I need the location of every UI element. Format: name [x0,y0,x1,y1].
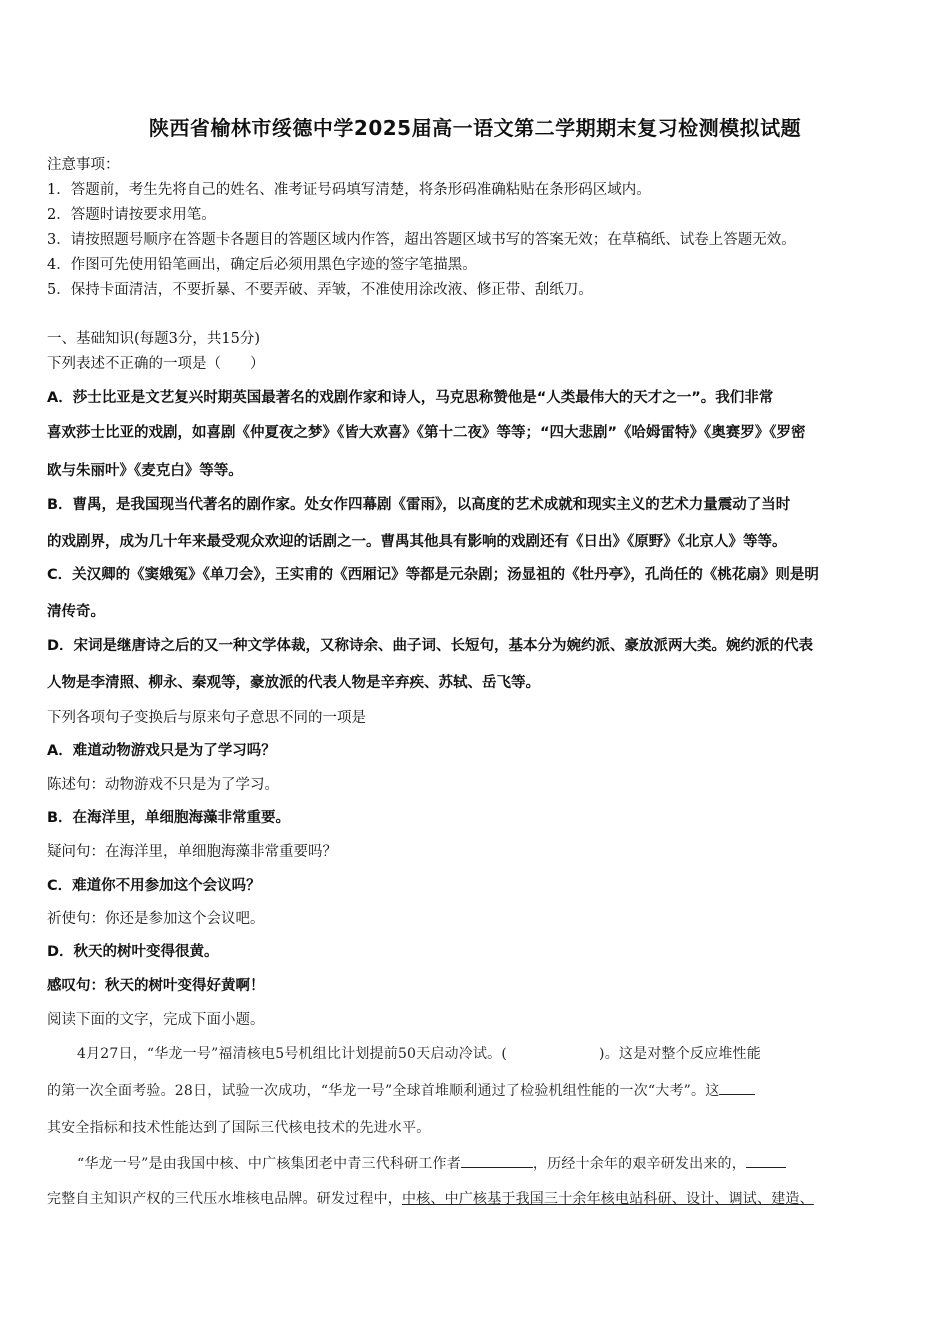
option-a: 喜欢莎士比亚的戏剧，如喜剧《仲夏夜之梦》《皆大欢喜》《第十二夜》等等；“四大悲剧”《哈姆雷特》《奥赛罗》《罗密 [47,425,806,441]
option-line: 陈述句：动物游戏不只是为了学习。 [47,777,279,793]
passage-text: ，历经十余年的艰辛研发出来的， [532,1156,746,1172]
option-line: 疑问句：在海洋里，单细胞海藻非常重要吗？ [47,844,337,860]
passage-text: 4月27日，“华龙一号”福清核电5号机组比计划提前50天启动冷试。( [77,1046,508,1062]
passage-text: )。这是对整个反应堆性能 [599,1046,761,1062]
notice-heading: 注意事项： [47,157,120,173]
option-d: 人物是李清照、柳永、秦观等，豪放派的代表人物是辛弃疾、苏轼、岳飞等。 [47,675,540,691]
passage-line [47,1080,755,1100]
passage-line: 其安全指标和技术性能达到了国际三代核电技术的先进水平。 [47,1120,431,1136]
passage-text: 完整自主知识产权的三代压水堆核电品牌。研发过程中， [47,1191,402,1207]
option-line: D．秋天的树叶变得很黄。 [47,944,219,960]
underlined-sentence: 中核、中广核基于我国三十余年核电站科研、设计、调试、建造、 [402,1191,814,1207]
notice-item: 2．答题时请按要求用笔。 [47,207,216,223]
option-c: 清传奇。 [47,604,105,620]
passage-line [47,1188,814,1208]
section-heading: 一、基础知识(每题3分，共15分) [47,331,260,347]
option-a: 欧与朱丽叶》《麦克白》等等。 [47,463,243,479]
reading-instruction: 阅读下面的文字，完成下面小题。 [47,1012,265,1028]
passage-text: “华龙一号”是由我国中核、中广核集团老中青三代科研工作者 [77,1156,461,1172]
option-line: 祈使句：你还是参加这个会议吧。 [47,911,265,927]
notice-item: 3．请按照题号顺序在答题卡各题目的答题区域内作答，超出答题区域书写的答案无效；在草稿纸、试卷上答题无效。 [47,232,796,248]
passage-line [77,1043,761,1063]
notice-item: 1．答题前，考生先将自己的姓名、准考证号码填写清楚，将条形码准确粘贴在条形码区域内。 [47,182,651,198]
passage-line [77,1153,786,1173]
option-d: D．宋词是继唐诗之后的又一种文学体裁，又称诗余、曲子词、长短句，基本分为婉约派、豪放派两大类。婉约派的代表 [47,638,814,654]
option-line: B．在海洋里，单细胞海藻非常重要。 [47,810,291,826]
option-line: C．难道你不用参加这个会议吗？ [47,878,261,894]
notice-item: 4．作图可先使用铅笔画出，确定后必须用黑色字迹的签字笔描黑。 [47,257,477,273]
page-title: 陕西省榆林市绥德中学2025届高一语文第二学期期末复习检测模拟试题 [148,116,802,140]
option-line: 感叹句：秋天的树叶变得好黄啊！ [47,978,265,994]
answer-blank [719,1080,755,1095]
question-stem: 下列各项句子变换后与原来句子意思不同的一项是 [47,710,366,726]
option-a: A．莎士比亚是文艺复兴时期英国最著名的戏剧作家和诗人，马克思称赞他是“人类最伟大的天才之一”。我们非常 [47,390,774,406]
option-b: B．曹禺，是我国现当代著名的剧作家。处女作四幕剧《雷雨》，以高度的艺术成就和现实主义的艺术力量震动了当时 [47,497,791,513]
option-c: C．关汉卿的《窦娥冤》《单刀会》，王实甫的《西厢记》等都是元杂剧；汤显祖的《牡丹亭》，孔尚任的《桃花扇》则是明 [47,567,819,583]
question-stem: 下列表述不正确的一项是（ ） [47,356,265,372]
passage-text: 的第一次全面考验。28日，试验一次成功，“华龙一号”全球首堆顺利通过了检验机组性能的一次“大考”。这 [47,1083,720,1099]
answer-blank [746,1153,786,1168]
answer-blank [461,1153,533,1168]
notice-item: 5．保持卡面清洁，不要折暴、不要弄破、弄皱，不准使用涂改液、修正带、刮纸刀。 [47,282,593,298]
option-line: A．难道动物游戏只是为了学习吗？ [47,743,276,759]
option-b: 的戏剧界，成为几十年来最受观众欢迎的话剧之一。曹禺其他具有影响的戏剧还有《日出》《原野》《北京人》等等。 [47,534,787,550]
